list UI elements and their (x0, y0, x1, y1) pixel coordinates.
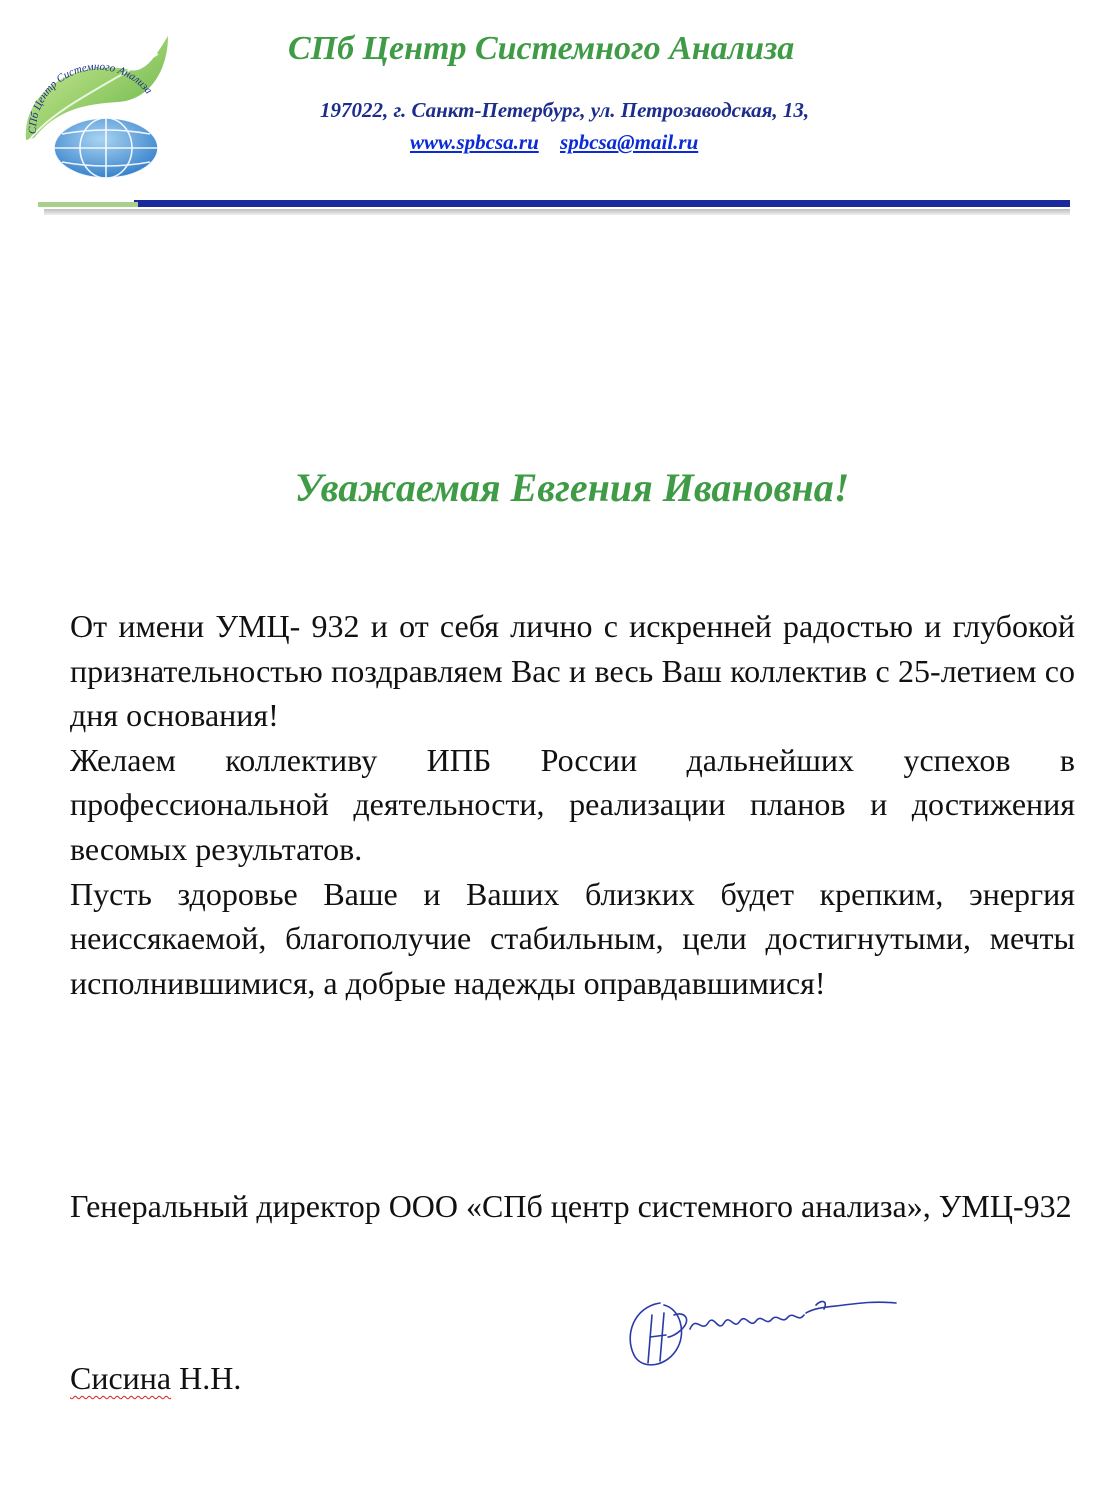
signer-surname: Сисина (70, 1360, 172, 1396)
letter-paragraph: Пусть здоровье Ваше и Ваших близких будет крепким, энергия неиссякаемой, благополучие стабильным, цели достигнутыми, мечты исполнившимися, а добрые надежды оправдавшимися! (70, 875, 1075, 1001)
letter-greeting: Уважаемая Евгения Ивановна! (294, 465, 850, 510)
globe-leaf-logo-icon (18, 30, 178, 180)
email-link[interactable]: spbcsa@mail.ru (560, 130, 699, 154)
letter-paragraph: Желаем коллективу ИПБ России дальнейших успехов в профессиональной деятельности, реализации планов и достижения весомых результатов. (70, 741, 1075, 867)
letter-body (70, 604, 1075, 1005)
handwritten-signature-icon (620, 1285, 905, 1375)
letter-paragraph: От имени УМЦ- 932 и от себя лично с искренней радостью и глубокой признательностью поздравляем Вас и весь Ваш коллектив с 25-летием со дня основания! (70, 608, 1075, 734)
signer-position: Генеральный директор ООО «СПб центр системного анализа», УМЦ-932 (70, 1188, 1072, 1224)
organization-name: СПб Центр Системного Анализа (288, 30, 795, 67)
contact-links (410, 130, 714, 155)
signer-name (70, 1360, 241, 1397)
signer-initials: Н.Н. (179, 1360, 242, 1396)
organization-address: 197022, г. Санкт-Петербург, ул. Петрозаводская, 13, (320, 98, 810, 122)
svg-text:СПб Центр Системного Анализа: СПб Центр Системного Анализа (26, 60, 155, 135)
header-divider (38, 200, 1070, 222)
website-link[interactable]: www.spbcsa.ru (410, 130, 539, 154)
